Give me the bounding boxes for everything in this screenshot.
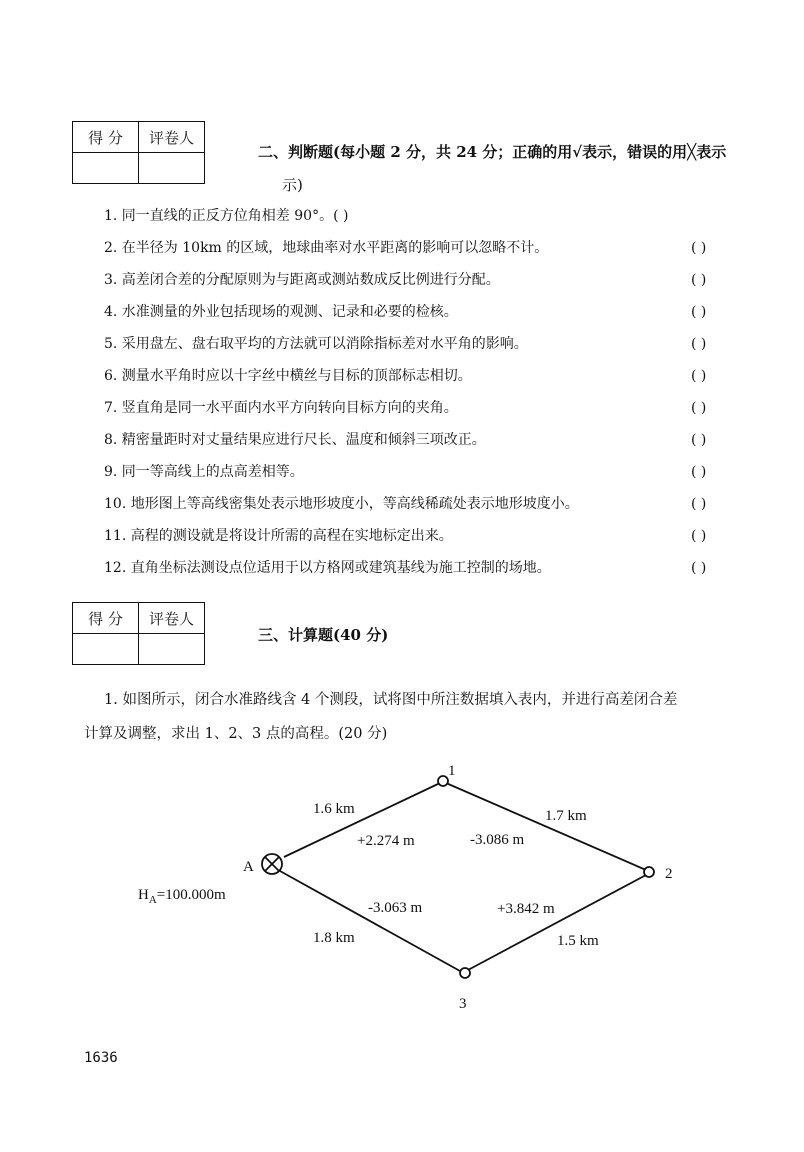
benchmark-A-icon bbox=[262, 854, 282, 874]
score-label: 得 分 bbox=[73, 603, 139, 634]
point-1-marker bbox=[438, 776, 448, 786]
question-item: 12. 直角坐标法测设点位适用于以方格网或建筑基线为施工控制的场地。 ( ) bbox=[104, 556, 744, 580]
grader-cell[interactable] bbox=[139, 153, 205, 184]
score-box-2 bbox=[72, 602, 205, 665]
answer-paren[interactable]: ( ) bbox=[691, 560, 707, 576]
question-item: 8. 精密量距时对丈量结果应进行尺长、温度和倾斜三项改正。 ( ) bbox=[104, 428, 744, 452]
question-item: 6. 测量水平角时应以十字丝中横丝与目标的顶部标志相切。 ( ) bbox=[104, 364, 744, 388]
question-item: 4. 水准测量的外业包括现场的观测、记录和必要的检核。 ( ) bbox=[104, 300, 744, 324]
distance-12: 1.7 km bbox=[545, 808, 587, 824]
point-A-label: A bbox=[243, 859, 254, 875]
score-box-1 bbox=[72, 121, 205, 184]
section3-title: 三、计算题(40 分) bbox=[258, 626, 389, 644]
answer-paren[interactable]: ( ) bbox=[691, 400, 707, 416]
segment-1-2 bbox=[446, 783, 646, 870]
answer-paren[interactable]: ( ) bbox=[691, 336, 707, 352]
distance-A1: 1.6 km bbox=[313, 801, 355, 817]
height-diff-A1: +2.274 m bbox=[357, 833, 415, 849]
answer-paren[interactable]: ( ) bbox=[691, 240, 707, 256]
score-cell[interactable] bbox=[73, 153, 139, 184]
section2-title-line2: 示) bbox=[282, 176, 303, 194]
answer-paren[interactable]: ( ) bbox=[691, 272, 707, 288]
question-item: 11. 高程的测设就是将设计所需的高程在实地标定出来。 ( ) bbox=[104, 524, 744, 548]
grader-label: 评卷人 bbox=[139, 603, 205, 634]
answer-paren[interactable]: ( ) bbox=[691, 304, 707, 320]
answer-paren[interactable]: ( ) bbox=[691, 464, 707, 480]
point-3-label: 3 bbox=[459, 996, 467, 1012]
answer-paren[interactable]: ( ) bbox=[691, 368, 707, 384]
segment-A-3 bbox=[280, 871, 460, 971]
distance-32: 1.5 km bbox=[557, 933, 599, 949]
segment-3-2 bbox=[468, 875, 646, 970]
answer-paren[interactable]: ( ) bbox=[691, 432, 707, 448]
page-number: 1636 bbox=[84, 1050, 118, 1066]
problem1-line2: 计算及调整，求出 1、2、3 点的高程。(20 分) bbox=[84, 726, 388, 742]
height-diff-A3: -3.063 m bbox=[368, 900, 423, 916]
point-2-label: 2 bbox=[665, 866, 673, 882]
distance-A3: 1.8 km bbox=[313, 930, 355, 946]
question-item: 7. 竖直角是同一水平面内水平方向转向目标方向的夹角。 ( ) bbox=[104, 396, 744, 420]
question-item: 5. 采用盘左、盘右取平均的方法就可以消除指标差对水平角的影响。 ( ) bbox=[104, 332, 744, 356]
height-diff-32: +3.842 m bbox=[497, 901, 555, 917]
point-2-marker bbox=[644, 867, 654, 877]
question-item: 10. 地形图上等高线密集处表示地形坡度小，等高线稀疏处表示地形坡度小。 ( ) bbox=[104, 492, 744, 516]
ha-label: $H_A=100.000m$ bbox=[138, 887, 226, 906]
grader-cell[interactable] bbox=[139, 634, 205, 665]
question-item: 9. 同一等高线上的点高差相等。 ( ) bbox=[104, 460, 744, 484]
height-diff-12: -3.086 m bbox=[470, 832, 525, 848]
section2-title-line1: 二、判断题(每小题 2 分，共 24 分；正确的用√表示，错误的用╳表示 bbox=[258, 143, 727, 161]
grader-label: 评卷人 bbox=[139, 122, 205, 153]
score-label: 得 分 bbox=[73, 122, 139, 153]
score-cell[interactable] bbox=[73, 634, 139, 665]
answer-paren[interactable]: ( ) bbox=[691, 528, 707, 544]
question-item: 3. 高差闭合差的分配原则为与距离或测站数成反比例进行分配。 ( ) bbox=[104, 268, 744, 292]
problem1-line1: 1. 如图所示，闭合水准路线含 4 个测段，试将图中所注数据填入表内，并进行高差闭合差 bbox=[104, 692, 678, 708]
question-item: 2. 在半径为 10km 的区域，地球曲率对水平距离的影响可以忽略不计。 ( ) bbox=[104, 236, 744, 260]
point-3-marker bbox=[460, 968, 470, 978]
point-1-label: 1 bbox=[448, 763, 456, 779]
segment-A-1 bbox=[284, 783, 440, 857]
answer-paren[interactable]: ( ) bbox=[691, 496, 707, 512]
question-item: 1. 同一直线的正反方位角相差 90°。( ) bbox=[104, 208, 349, 224]
